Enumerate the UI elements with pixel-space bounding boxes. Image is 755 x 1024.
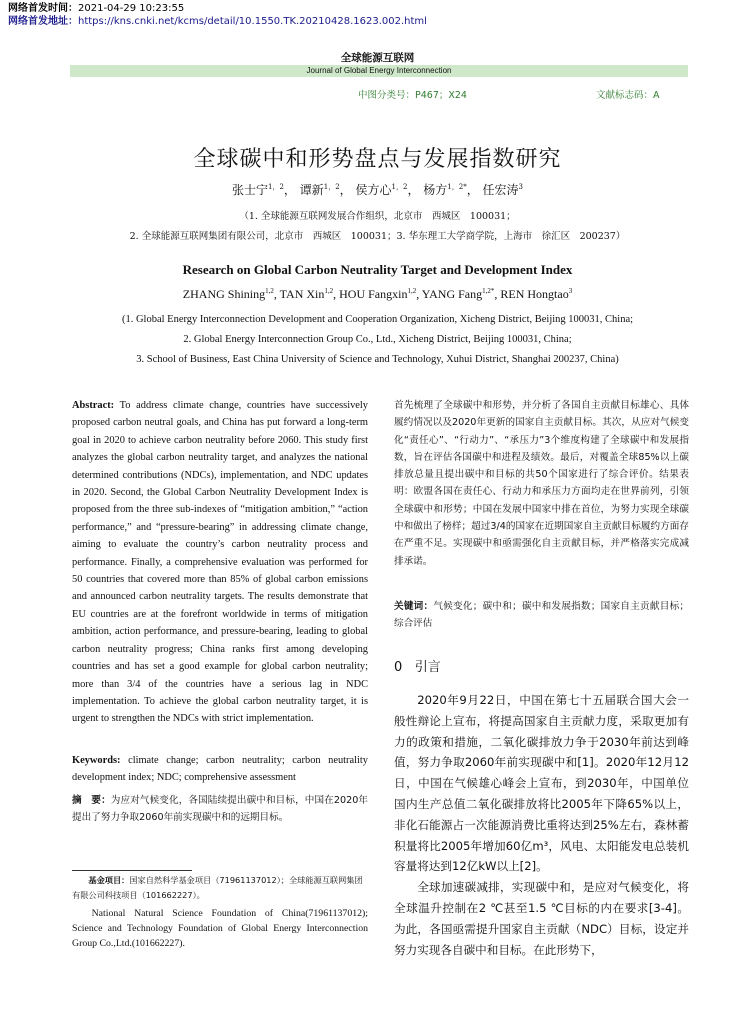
keywords-en (72, 752, 368, 787)
section-number: 0 (394, 660, 403, 675)
affiliation-en-3: 3. School of Business, East China University of Science and Technology, Xuhui District, Shanghai 200237, China) (136, 354, 619, 365)
footnote (72, 873, 368, 951)
section-heading (394, 656, 689, 675)
publish-time: 2021-04-29 10:23:55 (78, 3, 185, 14)
keywords-en-text: climate change; carbon neutrality; carbon neutrality development index; NDC; comprehensive assessment (72, 755, 368, 784)
publish-url-line (8, 15, 427, 28)
section-title: 引言 (414, 660, 441, 675)
authors-en: ZHANG Shining$^{1,2}$, TAN Xin$^{1,2}$, HOU Fangxin$^{1,2}$, YANG Fang$^{1,2*}$, REN Hongtao$^3$ (182, 287, 573, 301)
abstract-cn-text-2: 首先梳理了全球碳中和形势，并分析了各国自主贡献目标雄心、具体履约情况以及2020年更新的国家自主贡献目标。其次，从应对气候变化“责任心”、“行动力”、“承压力”3个维度构建了全球碳中和发展指数，旨在评估各国碳中和进程及绩效。最后，对覆盖全球85%以上碳排放总量且提出碳中和目标的共50个国家进行了综合评价。结果表明：欧盟各国在责任心、行动力和承压力方面均走在世界前列，引领全球碳中和形势；中国在发展中国家中排在首位，为努力实现全球碳中和做出了榜样；超过3/4的国家在近期国家自主贡献目标履约方面存在严重不足。实现碳中和亟需强化自主贡献目标，并严格落实完成减排承诺。 (394, 400, 689, 567)
keywords-cn (394, 598, 689, 633)
journal-name-cn: 全球能源互联网 (340, 52, 415, 64)
affiliation-cn-1: （1. 全球能源互联网发展合作组织，北京市 西城区 100031； (239, 211, 516, 222)
journal-name-en: Journal of Global Energy Interconnection (70, 65, 688, 77)
keywords-cn-text: 气候变化；碳中和；碳中和发展指数；国家自主贡献目标；综合评估 (394, 601, 690, 630)
document-code: 文献标志码：A (596, 90, 660, 101)
abstract-cn-text-1: 为应对气候变化，各国陆续提出碳中和目标，中国在2020年提出了努力争取2060年前实现碳中和的远期目标。 (72, 795, 368, 824)
intro-paragraph-1: 2020年9月22日，中国在第七十五届联合国大会一般性辩论上宣布，将提高国家自主贡献力度，采取更加有力的政策和措施，二氧化碳排放力争于2030年前达到峰值，努力争取2060年前实现碳中和[1]。2020年12月12日，中国在气候雄心峰会上宣布，到2030年，中国单位国内生产总值二氧化碳排放将比2005年下降65%以上，非化石能源占一次能源消费比重将达到25%左右，森林蓄积量将比2005年增加60亿m³，风电、太阳能发电总装机容量将达到12亿kW以上[2]。 (394, 693, 689, 874)
paper-title-cn: 全球碳中和形势盘点与发展指数研究 (193, 147, 562, 172)
intro-body (394, 690, 689, 960)
abstract-en-label: Abstract: (72, 400, 115, 411)
publish-url-link[interactable]: https://kns.cnki.net/kcms/detail/10.1550.TK.20210428.1623.002.html (78, 16, 427, 27)
publish-url-label: 网络首发地址： (8, 16, 78, 27)
authors-cn: 张士宁$^{1,2}$， 谭新$^{1,2}$， 侯方心$^{1,2}$， 杨方$^{1,2*}$， 任宏涛$^3$ (231, 183, 524, 197)
abstract-en (72, 397, 368, 728)
paper-title-en: Research on Global Carbon Neutrality Target and Development Index (182, 262, 573, 277)
abstract-cn-part2 (394, 397, 689, 570)
publish-time-label: 网络首发时间： (8, 3, 78, 14)
footnote-divider (72, 870, 192, 871)
keywords-en-label: Keywords: (72, 755, 121, 766)
class-number: 中图分类号：P467；X24 (358, 90, 467, 101)
abstract-en-text: To address climate change, countries have successively proposed carbon neutral goals, and China has put forward a long-term goal in 2020 to achieve carbon neutrality before 2060. This study first analyzes the global carbon neutrality target, and analyzes the national determined contributions (NDCs), implementation, and NDC updates in 2020. Second, the Global Carbon Neutrality Development Index is proposed from the three sub-indexes of “mitigation ambition,” “action performance,” and “pressure-bearing” in addressing climate change, aiming to evaluate the country’s carbon neutrality process and performance. Finally, a comprehensive evaluation was performed for 50 countries that covered more than 85% of global carbon emissions and announced carbon neutrality targets. The results demonstrate that EU countries are at the forefront worldwide in terms of mitigation ambition, action performance, and pressure-bearing, leading to global carbon neutrality progress; China ranks first among developing countries and has set a good example for global carbon neutrality; more than 3/4 of the countries have a serious lag in NDC implementation. To achieve the global carbon neutrality target, it is urgent to strengthen the NDCs with strict implementation. (72, 400, 368, 725)
fund-label: 基金项目： (88, 875, 130, 885)
keywords-cn-label: 关键词： (394, 601, 434, 612)
intro-paragraph-2: 全球加速碳减排，实现碳中和，是应对气候变化，将全球温升控制在2 ℃甚至1.5 ℃目标的内在要求[3-4]。为此，各国亟需提升国家自主贡献（NDC）目标，设定并努力实现各自碳中和目标。在此形势下， (394, 880, 689, 957)
affiliation-en-2: 2. Global Energy Interconnection Group Co., Ltd., Xicheng District, Beijing 100031, China; (183, 334, 572, 345)
publish-time-line (8, 2, 184, 15)
abstract-cn-label: 摘 要： (72, 795, 111, 806)
abstract-cn-part1 (72, 792, 368, 827)
affiliation-en-1: (1. Global Energy Interconnection Development and Cooperation Organization, Xicheng District, Beijing 100031, China; (121, 314, 634, 325)
affiliation-cn-2: 2. 全球能源互联网集团有限公司，北京市 西城区 100031；3. 华东理工大学商学院，上海市 徐汇区 200237） (129, 231, 626, 242)
fund-cn: 国家自然科学基金项目（71961137012）；全球能源互联网集团有限公司科技项目（101662227）。 (72, 875, 363, 900)
fund-en: National Natural Science Foundation of China(71961137012); Science and Technology Foundation of Global Energy Interconnection Group Co.,Ltd.(101662227). (72, 908, 368, 949)
